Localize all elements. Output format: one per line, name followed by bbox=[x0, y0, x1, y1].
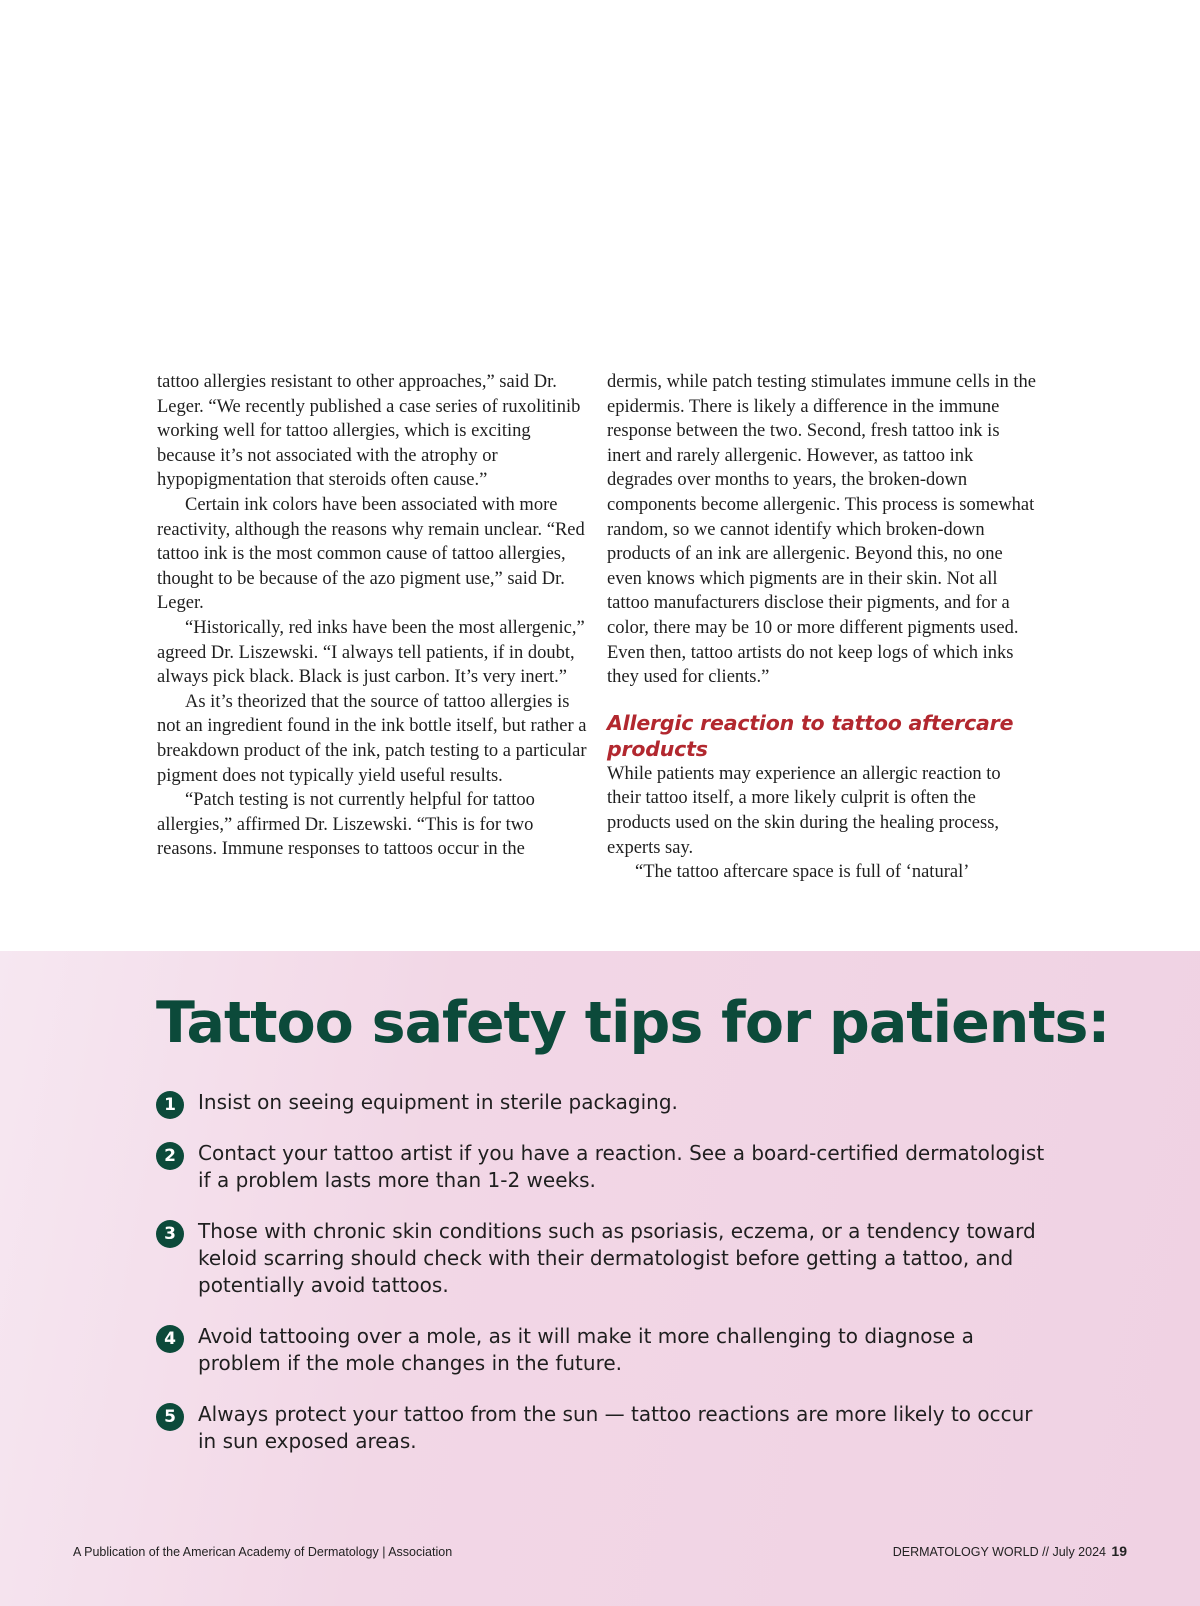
tip-item bbox=[156, 1140, 1056, 1194]
tip-text: Insist on seeing equipment in sterile packaging. bbox=[198, 1090, 678, 1114]
tip-text: Contact your tattoo artist if you have a reaction. See a board-certified dermatologist if a problem lasts more than 1-2 weeks. bbox=[198, 1141, 1045, 1192]
number-badge-icon: 3 bbox=[156, 1220, 184, 1248]
page-number: 19 bbox=[1111, 1543, 1127, 1559]
tip-item bbox=[156, 1218, 1056, 1299]
paragraph: As it’s theorized that the source of tattoo allergies is not an ingredient found in the ink bottle itself, but rather a breakdown product of the ink, patch testing to a particular pigment does not typically yield useful results. bbox=[157, 691, 587, 786]
footer-publication: A Publication of the American Academy of Dermatology | Association bbox=[73, 1545, 453, 1559]
tip-text: Always protect your tattoo from the sun — tattoo reactions are more likely to occur in sun exposed areas. bbox=[198, 1402, 1033, 1453]
paragraph: tattoo allergies resistant to other approaches,” said Dr. Leger. “We recently published a case series of ruxolitinib working well for tattoo allergies, which is exciting because it’s not associated with the atrophy or hypopigmentation that steroids often cause.” bbox=[157, 372, 581, 491]
paragraph: “The tattoo aftercare space is full of ‘natural’ bbox=[635, 862, 970, 883]
tips-panel bbox=[0, 951, 1200, 1606]
paragraph: While patients may experience an allergic reaction to their tattoo itself, a more likely culprit is often the products used on the skin during the healing process, experts say. bbox=[607, 763, 1001, 858]
article-body bbox=[157, 370, 1037, 885]
article-right-column bbox=[607, 370, 1037, 885]
tip-item bbox=[156, 1401, 1056, 1455]
tip-text: Those with chronic skin conditions such as psoriasis, eczema, or a tendency toward keloid scarring should check with their dermatologist before getting a tattoo, and potentially avoid tattoos. bbox=[198, 1219, 1036, 1297]
paragraph: “Historically, red inks have been the most allergenic,” agreed Dr. Liszewski. “I always tell patients, if in doubt, always pick black. Black is just carbon. It’s very inert.” bbox=[157, 617, 585, 688]
footer-issue: DERMATOLOGY WORLD // July 2024 bbox=[892, 1545, 1106, 1559]
paragraph: Certain ink colors have been associated with more reactivity, although the reasons why remain unclear. “Red tattoo ink is the most common cause of tattoo allergies, thought to be because of the azo pigment use,” said Dr. Leger. bbox=[157, 494, 585, 614]
paragraph: dermis, while patch testing stimulates immune cells in the epidermis. There is likely a difference in the immune response between the two. Second, fresh tattoo ink is inert and rarely allergenic. However, as tattoo ink degrades over months to years, the broken-down components become allergenic. This process is somewhat random, so we cannot identify which broken-down products of an ink are allergenic. Beyond this, no one even knows which pigments are in their skin. Not all tattoo manufacturers disclose their pigments, and for a color, there may be 10 or more different pigments used. Even then, tattoo artists do not keep logs of which inks they used for clients.” bbox=[607, 372, 1037, 688]
number-badge-icon: 2 bbox=[156, 1142, 184, 1170]
tips-list bbox=[156, 1089, 1056, 1479]
number-badge-icon: 4 bbox=[156, 1325, 184, 1353]
tips-title: Tattoo safety tips for patients: bbox=[156, 990, 1110, 1056]
number-badge-icon: 1 bbox=[156, 1091, 184, 1119]
tip-item bbox=[156, 1323, 1056, 1377]
section-subheading: Allergic reaction to tattoo aftercare products bbox=[607, 710, 1014, 761]
paragraph: “Patch testing is not currently helpful for tattoo allergies,” affirmed Dr. Liszewski. “This is for two reasons. Immune responses to tattoos occur in the bbox=[157, 790, 535, 860]
tip-text: Avoid tattooing over a mole, as it will make it more challenging to diagnose a problem if the mole changes in the future. bbox=[198, 1324, 974, 1375]
tip-item bbox=[156, 1089, 1056, 1116]
number-badge-icon: 5 bbox=[156, 1403, 184, 1431]
article-left-column bbox=[157, 370, 591, 885]
